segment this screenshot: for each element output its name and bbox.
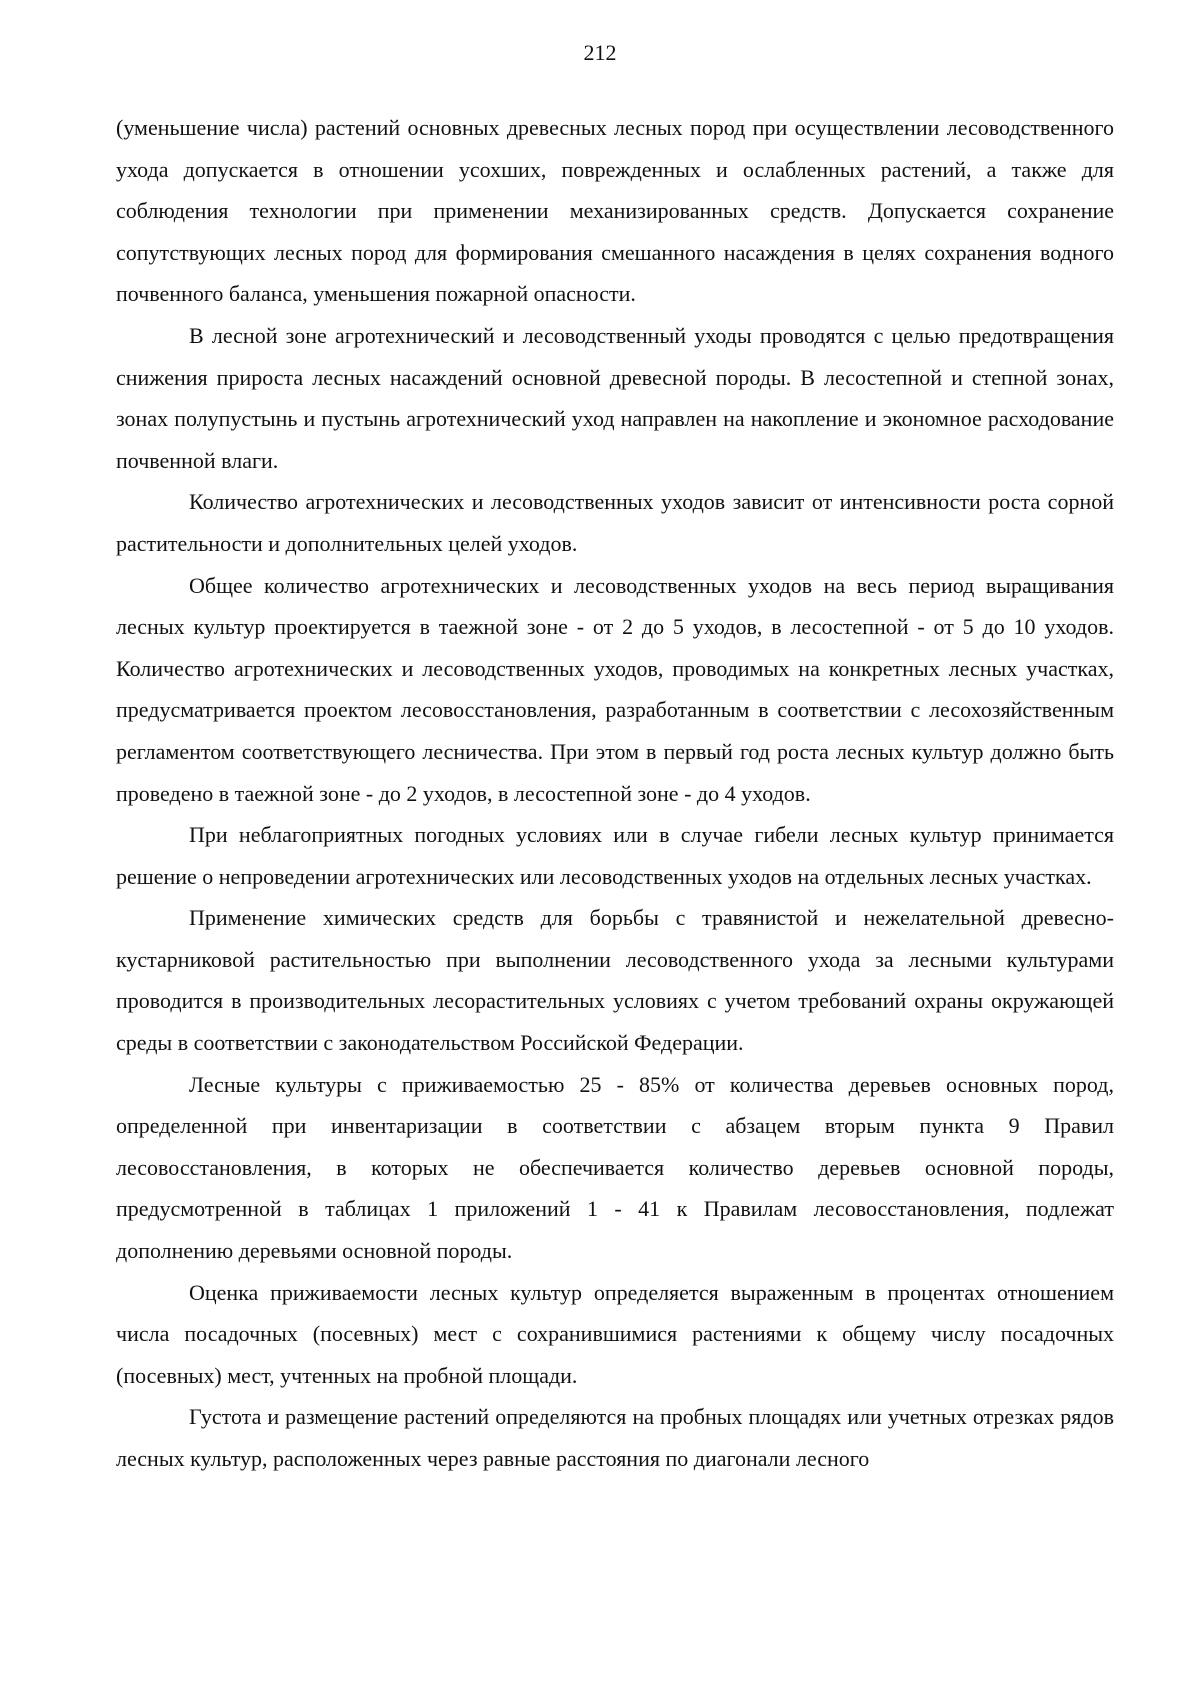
paragraph: Общее количество агротехнических и лесоводственных уходов на весь период выращивания лесных культур проектируется в таежной зоне - от 2 до 5 уходов, в лесостепной - от 5 до 10 уходов. Количество агротехнических и лесоводственных уходов, проводимых на конкретных лесных участках, предусматривается проектом лесовосстановления, разработанным в соответствии с лесохозяйственным регламентом соответствующего лесничества. При этом в первый год роста лесных культур должно быть проведено в таежной зоне - до 2 уходов, в лесостепной зоне - до 4 уходов. [116, 572, 1114, 806]
paragraph: Оценка приживаемости лесных культур определяется выраженным в процентах отношением числа посадочных (посевных) мест с сохранившимися растениями к общему числу посадочных (посевных) мест, учтенных на пробной площади. [116, 1279, 1114, 1388]
paragraph: Применение химических средств для борьбы с травянистой и нежелательной древесно-кустарниковой растительностью при выполнении лесоводственного ухода за лесными культурами проводится в производительных лесорастительных условиях с учетом требований охраны окружающей среды в соответствии с законодательством Российской Федерации. [116, 905, 1114, 1056]
document-body [116, 107, 1114, 1480]
paragraph: Густота и размещение растений определяются на пробных площадях или учетных отрезках рядов лесных культур, расположенных через равные расстояния по диагонали лесного [116, 1404, 1114, 1471]
paragraph-continued: (уменьшение числа) растений основных древесных лесных пород при осуществлении лесоводственного ухода допускается в отношении усохших, поврежденных и ослабленных растений, а также для соблюдения технологии при применении механизированных средств. Допускается сохранение сопутствующих лесных пород для формирования смешанного насаждения в целях сохранения водного почвенного баланса, уменьшения пожарной опасности. [116, 115, 1114, 307]
paragraph: Лесные культуры с приживаемостью 25 - 85% от количества деревьев основных пород, определенной при инвентаризации в соответствии с абзацем вторым пункта 9 Правил лесовосстановления, в которых не обеспечивается количество деревьев основной породы, предусмотренной в таблицах 1 приложений 1 - 41 к Правилам лесовосстановления, подлежат дополнению деревьями основной породы. [116, 1071, 1114, 1264]
paragraph: При неблагоприятных погодных условиях или в случае гибели лесных культур принимается решение о непроведении агротехнических или лесоводственных уходов на отдельных лесных участках. [116, 822, 1114, 889]
paragraph: В лесной зоне агротехнический и лесоводственный уходы проводятся с целью предотвращения снижения прироста лесных насаждений основной древесной породы. В лесостепной и степной зонах, зонах полупустынь и пустынь агротехнический уход направлен на накопление и экономное расходование почвенной влаги. [116, 322, 1114, 473]
page-number: 212 [583, 40, 617, 65]
paragraph: Количество агротехнических и лесоводственных уходов зависит от интенсивности роста сорной растительности и дополнительных целей уходов. [116, 489, 1114, 556]
